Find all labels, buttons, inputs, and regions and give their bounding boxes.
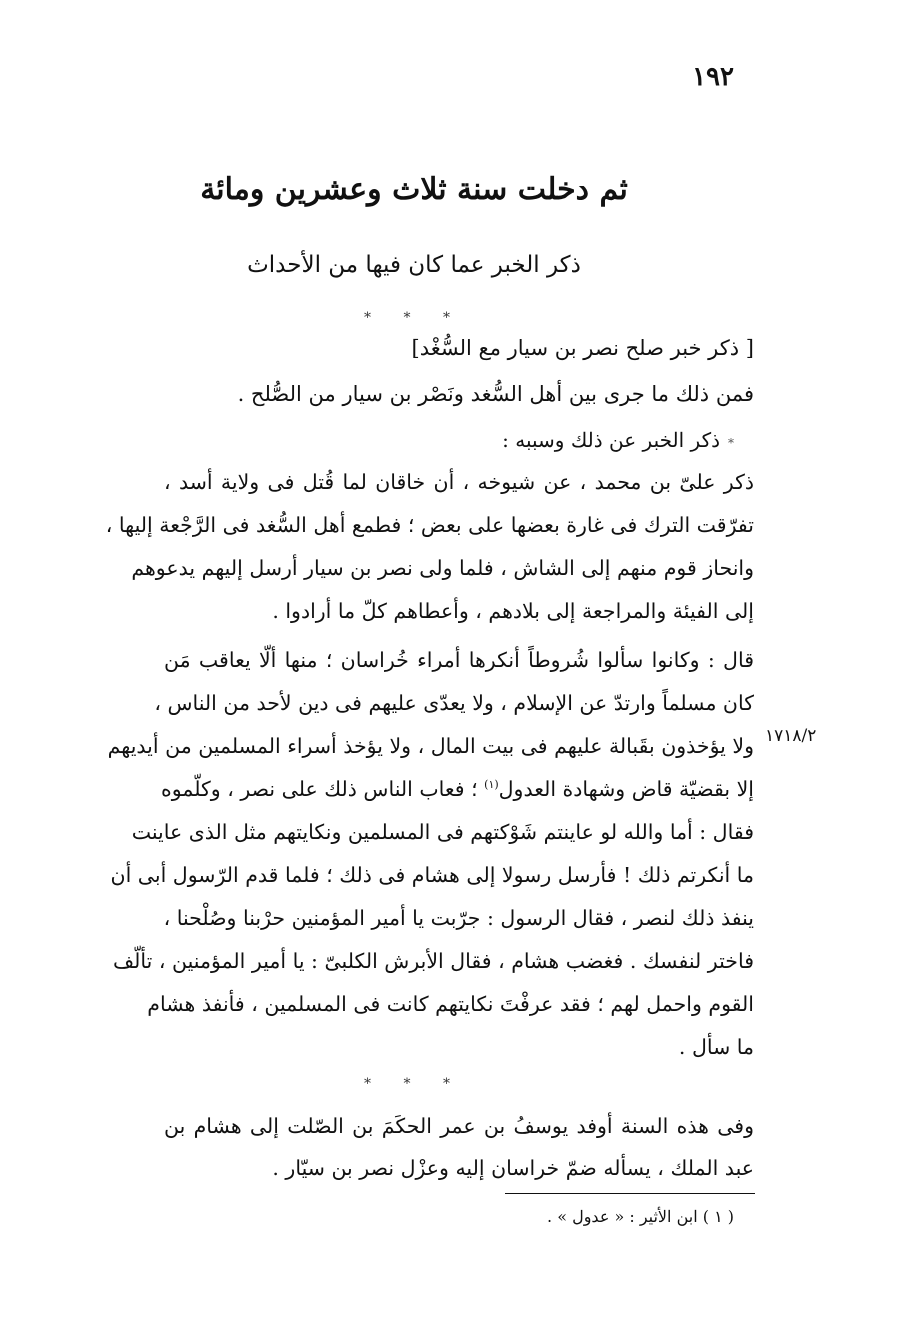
footnote-rule [505,1193,755,1194]
footnote-reference: (١) [484,778,499,792]
footnote: ( ١ ) ابن الأثير : « عدول » . [547,1207,734,1226]
reference-mark: * [728,436,734,450]
paragraph-line: القوم واحمل لهم ؛ فقد عرفْتَ نكايتهم كانت فى المسلمين ، فأنفذ هشام [147,992,754,1016]
margin-page-reference: ١٧١٨/٢ [765,726,817,746]
paragraph-line: وانحاز قوم منهم إلى الشاش ، فلما ولى نصر بن سيار أرسل إليهم يدعوهم [131,556,754,580]
paragraph-line-part: إلا بقضيّة قاض وشهادة العدول [498,777,754,801]
section-title: [ ذكر خبر صلح نصر بن سيار مع السُّغْد] [411,336,754,360]
chapter-heading: ثم دخلت سنة ثلاث وعشرين ومائة [200,172,628,207]
paragraph-line: ذكر علىّ بن محمد ، عن شيوخه ، أن خاقان لما قُتل فى ولاية أسد ، [164,470,754,494]
paragraph-line: ولا يؤخذون بقَبالة عليهم فى بيت المال ، ولا يؤخذ أسراء المسلمين من أيديهم [107,734,754,758]
section-divider: * * * [364,1076,464,1092]
reference-text: ذكر الخبر عن ذلك وسببه : [502,428,720,452]
intro-line: فمن ذلك ما جرى بين أهل السُّغد ونَصْر بن سيار من الصُّلح . [237,382,754,406]
paragraph-line-part: ؛ فعاب الناس ذلك على نصر ، وكلّموه [161,777,478,801]
paragraph-line: عبد الملك ، يسأله ضمّ خراسان إليه وعزْل نصر بن سيّار . [272,1156,754,1180]
paragraph-line: ينفذ ذلك لنصر ، فقال الرسول : جرّبت يا أمير المؤمنين حرْبنا وصُلْحنا ، [163,906,754,930]
paragraph-line: فقال : أما والله لو عاينتم شَوْكتهم فى المسلمين ونكايتهم مثل الذى عاينت [131,820,754,844]
section-divider: * * * [364,310,464,326]
paragraph-line: قال : وكانوا سألوا شُروطاً أنكرها أمراء خُراسان ؛ منها ألّا يعاقب مَن [164,648,754,672]
paragraph-line: ما أنكرتم ذلك ! فأرسل رسولا إلى هشام فى ذلك ؛ فلما قدم الرّسول أبى أن [110,863,754,887]
paragraph-line: فاختر لنفسك . فغضب هشام ، فقال الأبرش الكلبىّ : يا أمير المؤمنين ، تألّف [112,949,754,973]
chapter-subheading: ذكر الخبر عما كان فيها من الأحداث [247,252,581,278]
paragraph-line: تفرّقت الترك فى غارة بعضها على بعض ؛ فطمع أهل السُّغد فى الرَّجْعة إليها ، [105,513,754,537]
paragraph-line: كان مسلماً وارتدّ عن الإسلام ، ولا يعدّى عليهم فى دين لأحد من الناس ، [154,691,754,715]
paragraph-line: وفى هذه السنة أوفد يوسفُ بن عمر الحكَمَ بن الصّلت إلى هشام بن [164,1114,754,1138]
paragraph-line: إلى الفيئة والمراجعة إلى بلادهم ، وأعطاهم كلّ ما أرادوا . [272,599,754,623]
paragraph-line: ما سأل . [678,1035,754,1059]
page-number: ١٩٢ [692,62,734,92]
reference-line [502,428,734,452]
paragraph-line [161,777,754,802]
